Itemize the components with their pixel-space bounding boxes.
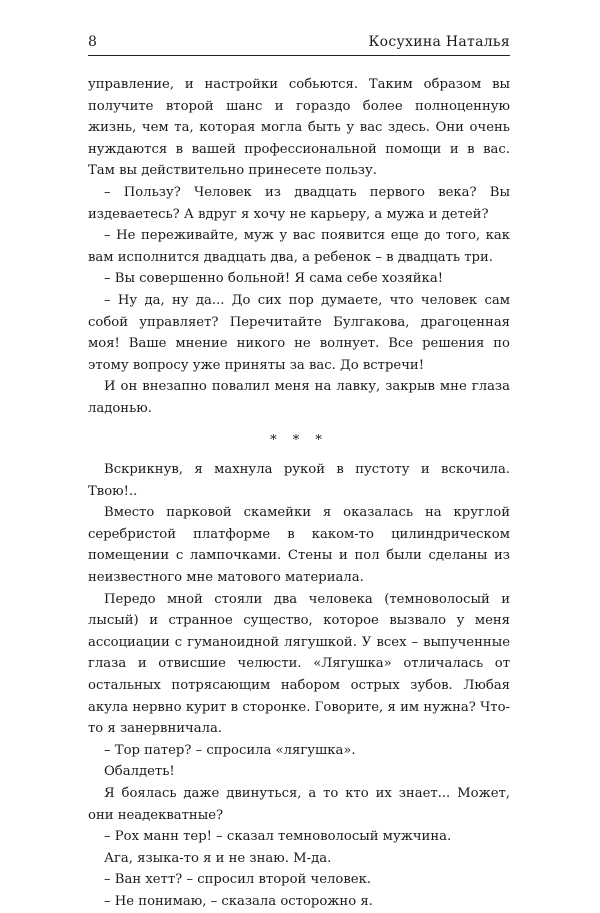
- book-page: [88, 34, 510, 913]
- body-text: [88, 74, 510, 913]
- paragraph: – Не переживайте, муж у вас появится еще до того, как вам исполнится двадцать два, а ребенок – в двадцать три.: [88, 228, 510, 265]
- running-header: [88, 34, 510, 56]
- paragraph: Вместо парковой скамейки я оказалась на круглой серебристой платформе в каком-то цилиндрическом помещении с лампочками. Стены и пол были сделаны из неизвестного мне матового материала.: [88, 505, 510, 586]
- running-title: Косухина Наталья: [368, 34, 510, 50]
- paragraph: Я боялась даже двинуться, а то кто их знает... Может, они неадекватные?: [88, 786, 510, 823]
- paragraph: Ага, языка-то я и не знаю. М-да.: [104, 850, 332, 866]
- paragraph: – Пользу? Человек из двадцать первого века? Вы издеваетесь? А вдруг я хочу не карьеру, а мужа и детей?: [88, 184, 510, 222]
- paragraph: – Рох манн тер! – сказал темноволосый мужчина.: [104, 829, 452, 845]
- paragraph: – Ну да, ну да... До сих пор думаете, что человек сам собой управляет? Перечитайте Булгакова, драгоценная моя! Ваше мнение никого не волнует. Все решения по этому вопросу уже приняты за вас. До встречи!: [88, 292, 510, 373]
- paragraph: Обалдеть!: [104, 764, 175, 780]
- paragraph: – Ван хетт? – спросил второй человек.: [104, 872, 372, 888]
- paragraph: Вскрикнув, я махнула рукой в пустоту и вскочила. Твою!..: [88, 462, 510, 499]
- paragraph: Передо мной стояли два человека (темноволосый и лысый) и странное существо, которое вызвало у меня ассоциации с гуманоидной лягушкой. У всех – выпученные глаза и отвисшие челюсти. «Лягушка» отличалась от остальных потрясающим набором острых зубов. Любая акула нервно курит в сторонке. Говорите, я им нужна? Что-то я занервничала.: [88, 591, 510, 737]
- paragraph: – Тор патер? – спросила «лягушка».: [104, 742, 356, 758]
- paragraph: – Не понимаю, – сказала осторожно я.: [104, 893, 373, 909]
- section-separator: * * *: [270, 432, 328, 448]
- paragraph: управление, и настройки собьются. Таким образом вы получите второй шанс и гораздо более полноценную жизнь, чем та, которая могла быть у вас здесь. Они очень нуждаются в вашей профессиональной помощи и в вас. Там вы действительно принесете пользу.: [88, 77, 510, 179]
- paragraph: И он внезапно повалил меня на лавку, закрыв мне глаза ладонью.: [88, 379, 510, 416]
- page-number: 8: [88, 34, 98, 50]
- paragraph: – Вы совершенно больной! Я сама себе хозяйка!: [104, 271, 443, 287]
